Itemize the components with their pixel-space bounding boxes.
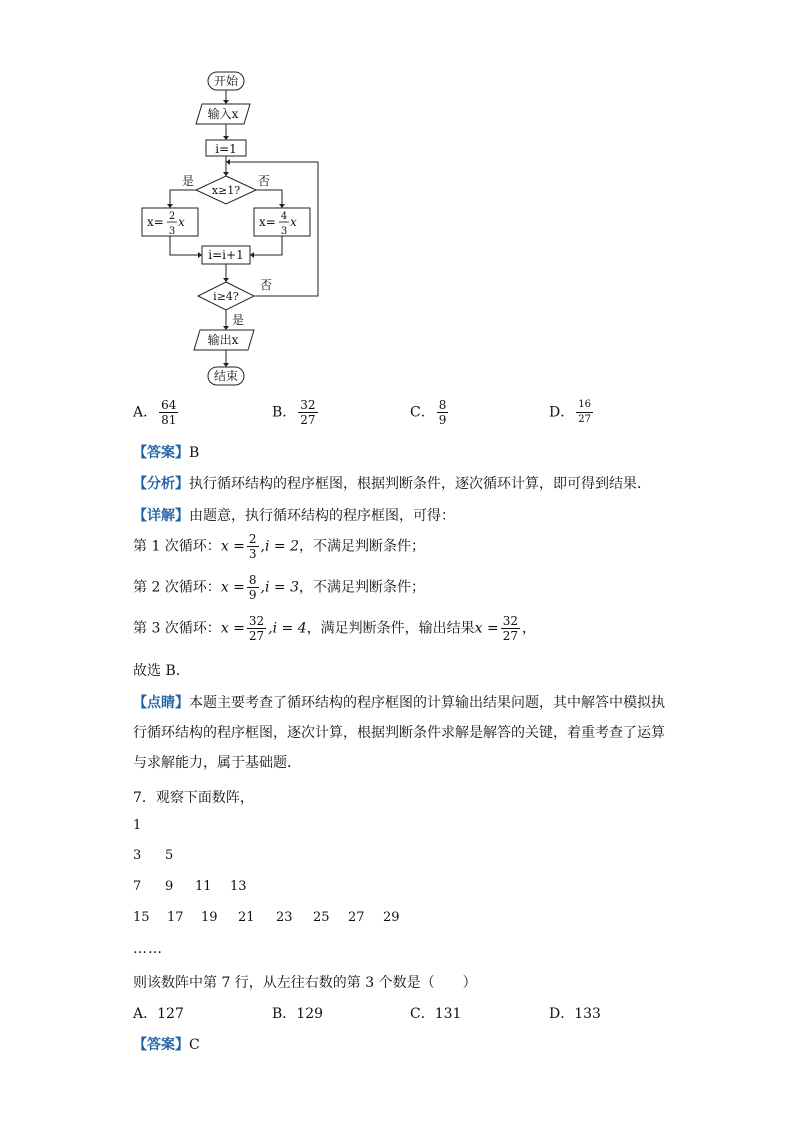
q7-option-a[interactable]: A．127 [133,1006,184,1022]
loop-1: 第 1 次循环：x = $\frac{2}{3}$ ,i = 2，不满足判断条件； [133,532,425,561]
array-cell: 3 [133,848,142,863]
array-cell: 27 [348,910,365,925]
right-den: 3 [280,226,288,237]
init-label: i=1 [215,142,237,156]
left-var: x [178,215,185,229]
array-cell: 19 [201,910,218,925]
array-cell: 13 [230,879,247,894]
array-cell: 11 [195,879,212,894]
left-num: 2 [168,211,176,222]
array-ellipsis: …… [133,941,163,957]
array-cell: 9 [165,879,174,894]
cond1-label: x≥1? [211,184,241,197]
output-label: 输出x [207,333,239,347]
q6-option-a[interactable]: A． $\frac{64}{81}$ [133,398,177,427]
input-label: 输入x [207,107,239,121]
answer-7: 【答案】C [133,1037,200,1053]
comment-line-3: 与求解能力，属于基础题． [133,755,301,771]
no-label-2: 否 [260,278,273,292]
q7-option-d[interactable]: D．133 [549,1006,601,1022]
array-cell: 21 [238,910,255,925]
array-cell: 1 [133,818,142,833]
q6-option-c[interactable]: C． $\frac{8}{9}$ [410,398,447,427]
array-cell: 5 [165,848,174,863]
right-box-lhs: x= [259,215,276,229]
right-num: 4 [280,211,288,222]
flowchart [130,68,330,390]
increment-label: i=i+1 [208,248,244,262]
q6-option-b[interactable]: B． $\frac{32}{27}$ [272,398,316,427]
comment-line-2: 行循环结构的程序框图，逐次计算，根据判断条件求解是解答的关键，着重考查了运算 [133,725,665,741]
array-cell: 25 [313,910,330,925]
start-label: 开始 [213,74,239,88]
analysis: 【分析】执行循环结构的程序框图，根据判断条件，逐次循环计算，即可得到结果． [133,476,651,492]
array-cell: 7 [133,879,142,894]
array-cell: 17 [167,910,184,925]
q7-stem: 7．观察下面数阵， [133,790,254,806]
no-label-1: 否 [258,174,271,188]
q7-option-b[interactable]: B．129 [272,1006,324,1022]
yes-label-1: 是 [182,174,195,188]
q7-question: 则该数阵中第 7 行，从左往右数的第 3 个数是（ ） [133,975,477,991]
choose-answer: 故选 B． [133,663,190,679]
q6-option-d[interactable]: D． $\frac{16}{27}$ [549,399,591,425]
array-cell: 23 [276,910,293,925]
cond2-label: i≥4? [213,290,239,303]
loop-3: 第 3 次循环：x = $\frac{32}{27}$ ,i = 4，满足判断条件，输出结果x = $\frac{32}{27}$ ， [133,614,536,643]
array-cell: 15 [133,910,150,925]
loop-2: 第 2 次循环：x = $\frac{8}{9}$ ,i = 3，不满足判断条件； [133,573,425,602]
end-label: 结束 [213,369,239,383]
comment-line-1: 【点睛】本题主要考查了循环结构的程序框图的计算输出结果问题，其中解答中模拟执 [133,695,665,711]
q7-option-c[interactable]: C．131 [410,1006,462,1022]
answer-6: 【答案】B [133,445,200,461]
left-den: 3 [168,226,176,237]
array-cell: 29 [383,910,400,925]
detail: 【详解】由题意，执行循环结构的程序框图，可得： [133,508,455,524]
left-box-lhs: x= [147,215,164,229]
right-var: x [290,215,297,229]
yes-label-2: 是 [232,313,245,327]
